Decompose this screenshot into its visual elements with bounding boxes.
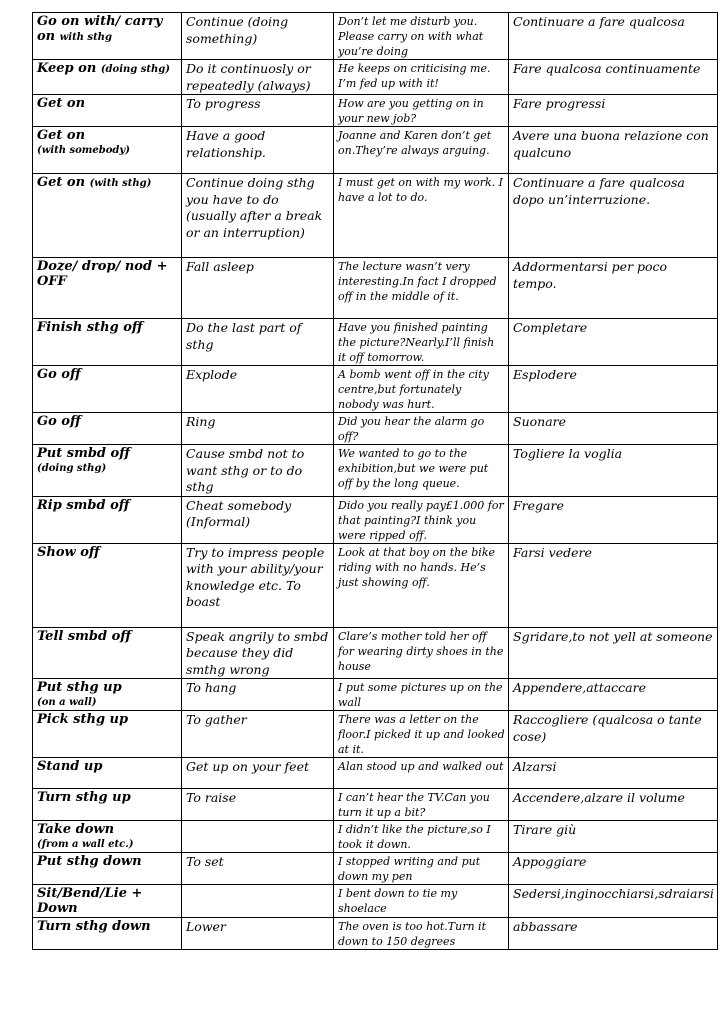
- phrasal-verb: Sit/Bend/Lie + Down: [37, 886, 143, 916]
- italian-translation-cell: Accendere,alzare il volume: [509, 789, 718, 821]
- italian-translation-cell: Sedersi,inginocchiarsi,sdraiarsi: [509, 885, 718, 918]
- verb-complement: (doing sthg): [100, 64, 171, 75]
- italian-translation-cell: Alzarsi: [509, 758, 718, 789]
- phrasal-verb-cell: [33, 885, 182, 918]
- table-row: [33, 13, 718, 60]
- verb-context: (on a wall): [37, 697, 97, 708]
- phrasal-verb-cell: [33, 413, 182, 445]
- phrasal-verb: Put sthg up: [37, 680, 122, 695]
- table-row: [33, 627, 718, 679]
- table-row: [33, 319, 718, 366]
- verb-context: (doing sthg): [37, 463, 107, 474]
- italian-translation-cell: Fregare: [509, 496, 718, 543]
- italian-translation-cell: abbassare: [509, 918, 718, 950]
- phrasal-verb-cell: [33, 60, 182, 95]
- phrasal-verb-cell: [33, 679, 182, 711]
- meaning-cell: Explode: [182, 366, 334, 413]
- italian-translation-cell: Raccogliere (qualcosa o tante cose): [509, 711, 718, 758]
- phrasal-verb-cell: [33, 496, 182, 543]
- table-row: [33, 174, 718, 258]
- italian-translation-cell: Fare qualcosa continuamente: [509, 60, 718, 95]
- example-sentence-cell: I didn’t like the picture,so I took it down.: [334, 821, 509, 853]
- phrasal-verbs-table: [32, 12, 718, 950]
- phrasal-verb: Stand up: [37, 759, 103, 774]
- meaning-cell: To hang: [182, 679, 334, 711]
- italian-translation-cell: Continuare a fare qualcosa: [509, 13, 718, 60]
- phrasal-verb: Get on: [37, 175, 86, 190]
- phrasal-verb: Put sthg down: [37, 854, 142, 869]
- phrasal-verb-cell: [33, 366, 182, 413]
- example-sentence-cell: He keeps on criticising me. I’m fed up with it!: [334, 60, 509, 95]
- table-row: [33, 679, 718, 711]
- phrasal-verb-cell: [33, 821, 182, 853]
- table-row: [33, 258, 718, 319]
- phrasal-verb: Get on: [37, 96, 86, 111]
- meaning-cell: Do it continuosly or repeatedly (always): [182, 60, 334, 95]
- phrasal-verb-cell: [33, 445, 182, 497]
- table-row: [33, 853, 718, 885]
- example-sentence-cell: Dido you really pay£1.000 for that painting?I think you were ripped off.: [334, 496, 509, 543]
- phrasal-verb-cell: [33, 127, 182, 174]
- italian-translation-cell: Sgridare,to not yell at someone: [509, 627, 718, 679]
- italian-translation-cell: Appendere,attaccare: [509, 679, 718, 711]
- phrasal-verb-cell: [33, 918, 182, 950]
- italian-translation-cell: Addormentarsi per poco tempo.: [509, 258, 718, 319]
- phrasal-verb-cell: [33, 13, 182, 60]
- verb-complement: with sthg: [59, 32, 112, 43]
- meaning-cell: [182, 885, 334, 918]
- meaning-cell: Cause smbd not to want sthg or to do sthg: [182, 445, 334, 497]
- example-sentence-cell: We wanted to go to the exhibition,but we were put off by the long queue.: [334, 445, 509, 497]
- example-sentence-cell: There was a letter on the floor.I picked it up and looked at it.: [334, 711, 509, 758]
- italian-translation-cell: Fare progressi: [509, 95, 718, 127]
- meaning-cell: Ring: [182, 413, 334, 445]
- phrasal-verb: Rip smbd off: [37, 497, 130, 513]
- verb-context: (with somebody): [37, 145, 130, 156]
- phrasal-verb: Go off: [37, 367, 81, 382]
- table-row: [33, 496, 718, 543]
- phrasal-verb: Turn sthg up: [37, 790, 131, 805]
- phrasal-verb-cell: [33, 711, 182, 758]
- example-sentence-cell: Did you hear the alarm go off?: [334, 413, 509, 445]
- example-sentence-cell: The lecture wasn’t very interesting.In fact I dropped off in the middle of it.: [334, 258, 509, 319]
- example-sentence-cell: The oven is too hot.Turn it down to 150 degrees: [334, 918, 509, 950]
- italian-translation-cell: Esplodere: [509, 366, 718, 413]
- meaning-cell: Cheat somebody (Informal): [182, 496, 334, 543]
- phrasal-verb: Doze/ drop/ nod + OFF: [37, 259, 168, 289]
- table-row: [33, 366, 718, 413]
- table-row: [33, 127, 718, 174]
- meaning-cell: To raise: [182, 789, 334, 821]
- phrasal-verb-cell: [33, 258, 182, 319]
- example-sentence-cell: I put some pictures up on the wall: [334, 679, 509, 711]
- meaning-cell: To progress: [182, 95, 334, 127]
- meaning-cell: Lower: [182, 918, 334, 950]
- phrasal-verb: Get on: [37, 128, 86, 143]
- table-row: [33, 413, 718, 445]
- table-row: [33, 543, 718, 627]
- phrasal-verb: Finish sthg off: [37, 320, 143, 335]
- table-row: [33, 60, 718, 95]
- example-sentence-cell: Alan stood up and walked out: [334, 758, 509, 789]
- phrasal-verb-cell: [33, 95, 182, 127]
- verb-complement: (with sthg): [89, 178, 152, 189]
- meaning-cell: To set: [182, 853, 334, 885]
- example-sentence-cell: I bent down to tie my shoelace: [334, 885, 509, 918]
- example-sentence-cell: A bomb went off in the city centre,but fortunately nobody was hurt.: [334, 366, 509, 413]
- italian-translation-cell: Togliere la voglia: [509, 445, 718, 497]
- italian-translation-cell: Continuare a fare qualcosa dopo un’interruzione.: [509, 174, 718, 258]
- italian-translation-cell: Farsi vedere: [509, 543, 718, 627]
- example-sentence-cell: Have you finished painting the picture?Nearly.I’ll finish it off tomorrow.: [334, 319, 509, 366]
- phrasal-verb-cell: [33, 789, 182, 821]
- example-sentence-cell: How are you getting on in your new job?: [334, 95, 509, 127]
- meaning-cell: Get up on your feet: [182, 758, 334, 789]
- phrasal-verb: Take down: [37, 822, 115, 837]
- phrasal-verb-cell: [33, 319, 182, 366]
- phrasal-verb-cell: [33, 627, 182, 679]
- phrasal-verb: Keep on: [37, 61, 97, 76]
- table-row: [33, 711, 718, 758]
- italian-translation-cell: Avere una buona relazione con qualcuno: [509, 127, 718, 174]
- phrasal-verb-cell: [33, 758, 182, 789]
- phrasal-verb: Pick sthg up: [37, 712, 129, 727]
- phrasal-verb: Put smbd off: [37, 446, 130, 461]
- meaning-cell: Speak angrily to smbd because they did smthg wrong: [182, 627, 334, 679]
- meaning-cell: Continue doing sthg you have to do (usually after a break or an interruption): [182, 174, 334, 258]
- example-sentence-cell: I stopped writing and put down my pen: [334, 853, 509, 885]
- example-sentence-cell: Look at that boy on the bike riding with no hands. He’s just showing off.: [334, 543, 509, 627]
- table-row: [33, 445, 718, 497]
- verb-context: (from a wall etc.): [37, 839, 134, 850]
- phrasal-verb: Go off: [37, 414, 81, 429]
- table-row: [33, 758, 718, 789]
- example-sentence-cell: Joanne and Karen don’t get on.They’re always arguing.: [334, 127, 509, 174]
- table-row: [33, 918, 718, 950]
- example-sentence-cell: I must get on with my work. I have a lot to do.: [334, 174, 509, 258]
- meaning-cell: To gather: [182, 711, 334, 758]
- table-row: [33, 95, 718, 127]
- phrasal-verb-cell: [33, 543, 182, 627]
- table-row: [33, 885, 718, 918]
- meaning-cell: Fall asleep: [182, 258, 334, 319]
- meaning-cell: Do the last part of sthg: [182, 319, 334, 366]
- meaning-cell: Have a good relationship.: [182, 127, 334, 174]
- table-row: [33, 789, 718, 821]
- phrasal-verb: Tell smbd off: [37, 628, 132, 644]
- italian-translation-cell: Appoggiare: [509, 853, 718, 885]
- phrasal-verb: Turn sthg down: [37, 919, 151, 934]
- table-row: [33, 821, 718, 853]
- phrasal-verb: Show off: [37, 544, 100, 560]
- meaning-cell: Try to impress people with your ability/your knowledge etc. To boast: [182, 543, 334, 627]
- example-sentence-cell: Don’t let me disturb you. Please carry on with what you’re doing: [334, 13, 509, 60]
- phrasal-verb: Go on with/ carry on: [37, 14, 163, 44]
- example-sentence-cell: Clare’s mother told her off for wearing dirty shoes in the house: [334, 627, 509, 679]
- phrasal-verb-cell: [33, 853, 182, 885]
- italian-translation-cell: Completare: [509, 319, 718, 366]
- phrasal-verb-cell: [33, 174, 182, 258]
- italian-translation-cell: Suonare: [509, 413, 718, 445]
- meaning-cell: Continue (doing something): [182, 13, 334, 60]
- meaning-cell: [182, 821, 334, 853]
- example-sentence-cell: I can’t hear the TV.Can you turn it up a bit?: [334, 789, 509, 821]
- italian-translation-cell: Tirare giù: [509, 821, 718, 853]
